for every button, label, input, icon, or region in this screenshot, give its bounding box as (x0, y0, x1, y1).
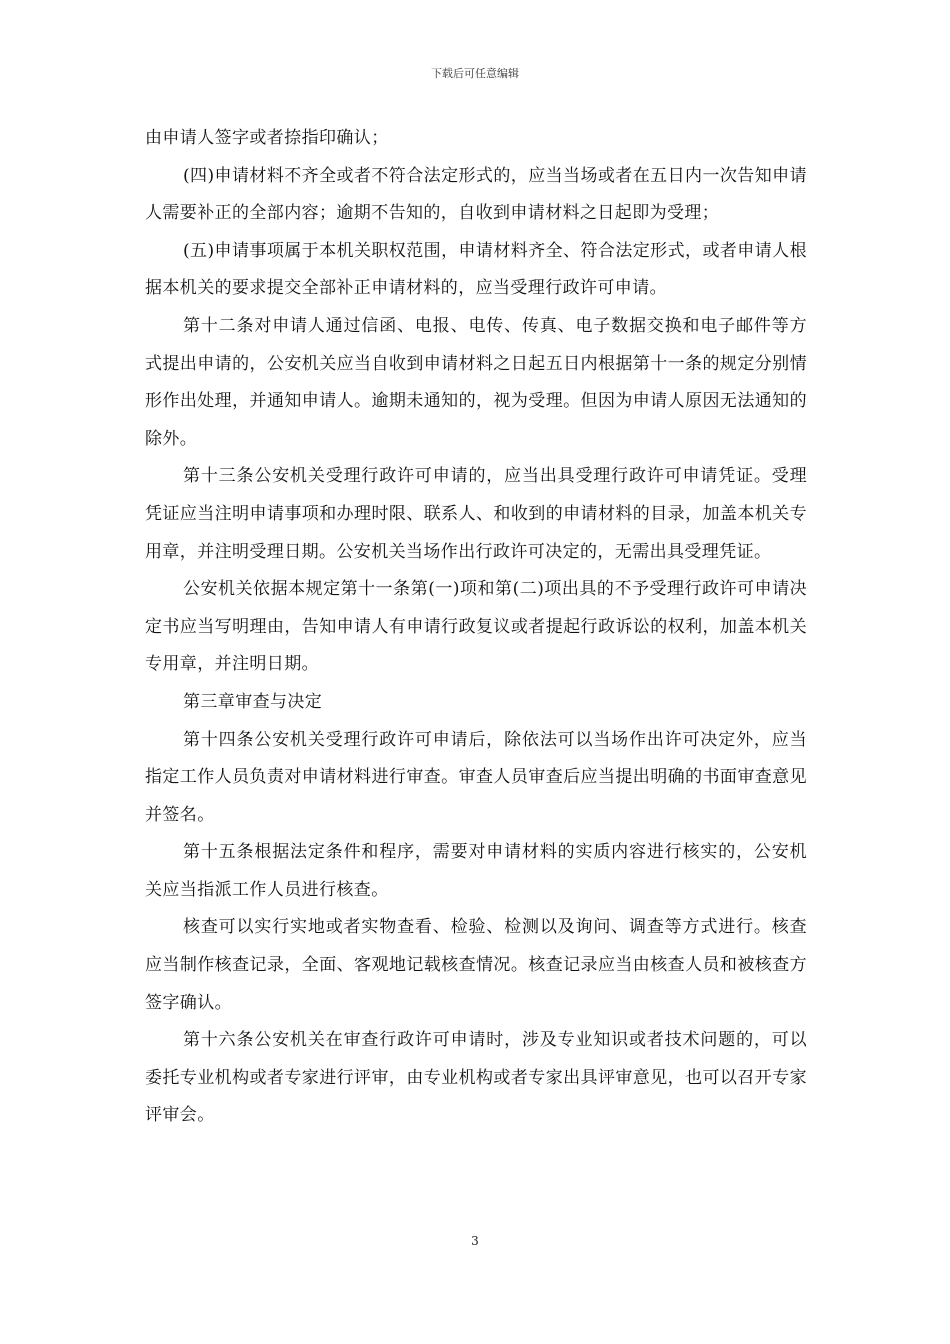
paragraph-2: (四)申请材料不齐全或者不符合法定形式的，应当当场或者在五日内一次告知申请人需要补正的全部内容；逾期不告知的，自收到申请材料之日起即为受理； (145, 165, 807, 224)
document-body (145, 120, 807, 1135)
paragraph-10: 核查可以实行实地或者实物查看、检验、检测以及询问、调查等方式进行。核查应当制作核查记录，全面、客观地记载核查情况。核查记录应当由核查人员和被核查方签字确认。 (145, 917, 807, 1013)
paragraph-8: 第十四条公安机关受理行政许可申请后，除依法可以当场作出许可决定外，应当指定工作人员负责对申请材料进行审查。审查人员审查后应当提出明确的书面审查意见并签名。 (145, 729, 807, 825)
page-number: 3 (471, 1234, 479, 1248)
paragraph-3: (五)申请事项属于本机关职权范围，申请材料齐全、符合法定形式，或者申请人根据本机关的要求提交全部补正申请材料的，应当受理行政许可申请。 (145, 240, 807, 299)
paragraph-6: 公安机关依据本规定第十一条第(一)项和第(二)项出具的不予受理行政许可申请决定书应当写明理由，告知申请人有申请行政复议或者提起行政诉讼的权利，加盖本机关专用章，并注明日期。 (145, 579, 807, 675)
page-header: 下载后可任意编辑 (431, 67, 519, 80)
paragraph-4: 第十二条对申请人通过信函、电报、电传、传真、电子数据交换和电子邮件等方式提出申请的，公安机关应当自收到申请材料之日起五日内根据第十一条的规定分别情形作出处理，并通知申请人。逾期未通知的，视为受理。但因为申请人原因无法通知的除外。 (145, 315, 807, 449)
paragraph-1: 由申请人签字或者捺指印确认； (145, 128, 389, 148)
paragraph-11: 第十六条公安机关在审查行政许可申请时，涉及专业知识或者技术问题的，可以委托专业机构或者专家进行评审，由专业机构或者专家出具评审意见，也可以召开专家评审会。 (145, 1030, 807, 1126)
paragraph-5: 第十三条公安机关受理行政许可申请的，应当出具受理行政许可申请凭证。受理凭证应当注明申请事项和办理时限、联系人、和收到的申请材料的目录，加盖本机关专用章，并注明受理日期。公安机关当场作出行政许可决定的，无需出具受理凭证。 (145, 466, 807, 562)
paragraph-9: 第十五条根据法定条件和程序，需要对申请材料的实质内容进行核实的，公安机关应当指派工作人员进行核查。 (145, 842, 807, 900)
chapter-heading: 第三章审查与决定 (183, 691, 323, 712)
